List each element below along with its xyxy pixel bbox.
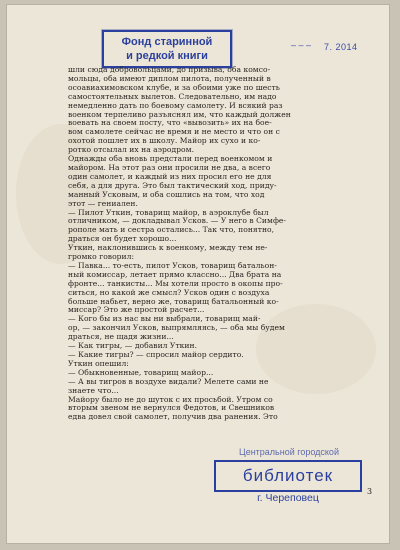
text-line: — Как тигры, — добавил Уткин. bbox=[68, 342, 198, 351]
text-line: — А вы тигров в воздухе видали? Мелете сами не bbox=[68, 377, 269, 386]
text-line: — Пилот Уткин, товарищ майор, в аэроклубе был bbox=[68, 208, 269, 217]
text-line: Майору было не до шуток с их просьбой. Утром со bbox=[68, 395, 273, 404]
text-line: фронте... танкисты... Мы хотели просто в окопы про- bbox=[68, 279, 283, 288]
text-line: — Кого бы из нас вы ни выбрали, товарищ май- bbox=[68, 315, 261, 324]
text-line: военком терпеливо разъяснял им, что каждый должен bbox=[68, 110, 291, 119]
text-line: едва довел свой самолет, получив два ранения. Это bbox=[68, 413, 278, 422]
body-text bbox=[68, 66, 364, 422]
text-line: отличником, — докладывал Усков. — У него в Симфе- bbox=[68, 217, 287, 226]
text-line: ный комиссар, летает прямо классно... Два брата на bbox=[68, 270, 282, 279]
text-line: шли сюда добровольцами, до призыва, оба комсо- bbox=[68, 66, 271, 74]
book-page bbox=[6, 4, 390, 544]
date-stamp-dashes: – – – bbox=[291, 40, 312, 50]
rare-book-fund-stamp bbox=[102, 30, 232, 68]
text-line: — Павка... то-есть, пилот Усков, товарищ батальон- bbox=[68, 261, 277, 270]
text-line: немедленно дать по боевому самолету. И всякий раз bbox=[68, 101, 283, 110]
stamp-line-1: Фонд старинной bbox=[121, 36, 213, 48]
text-line: Уткин опешил: bbox=[68, 359, 129, 368]
library-stamp bbox=[214, 442, 364, 522]
library-stamp-city: г. Череповец bbox=[257, 492, 319, 504]
text-line: вторым звеном не вернулся Федотов, и Свешников bbox=[68, 404, 275, 413]
text-line: мольцы, оба имеют диплом пилота, полученный в bbox=[68, 74, 271, 83]
text-line: этот — гениален. bbox=[68, 199, 138, 208]
text-line: рополе мать и сестра остались... Так что, понятно, bbox=[68, 226, 275, 235]
text-line: осоавиахимовском клубе, и за обоими уже по шесть bbox=[68, 83, 280, 92]
text-line: — Какие тигры? — спросил майор сердито. bbox=[68, 351, 244, 359]
library-stamp-top-text: Центральной городской bbox=[239, 447, 339, 457]
text-line: — Обыкновенные, товарищ майор... bbox=[68, 368, 214, 377]
text-line: Однажды оба вновь предстали перед военкомом и bbox=[68, 155, 273, 164]
library-stamp-box: библиотек bbox=[214, 460, 362, 492]
text-line: ротко отсылал их на аэродром. bbox=[68, 146, 195, 155]
stamp-line-2: и редкой книги bbox=[126, 50, 208, 62]
date-stamp: 7. 2014 bbox=[324, 42, 358, 52]
text-line: вом самолете сейчас не время и не место и что он с bbox=[68, 128, 280, 137]
text-line: самостоятельных вылетов. Следовательно, им надо bbox=[68, 92, 277, 101]
text-line: один самолет, и каждый из них просил его не для bbox=[68, 172, 272, 181]
text-line: Уткин, наклонившись к военкому, между тем не- bbox=[68, 244, 268, 253]
text-line: манный Усковым, и оба сошлись на том, что ход bbox=[68, 190, 265, 199]
text-line: больше набьет, верно же, товарищ батальонный ко- bbox=[68, 297, 279, 306]
text-line: драться, не щадя жизни... bbox=[68, 333, 174, 342]
page-number: 3 bbox=[367, 487, 373, 496]
text-line: драться он будет хорошо... bbox=[68, 235, 177, 244]
text-line: ор, — закончил Усков, выпрямляясь, — оба мы будем bbox=[68, 324, 285, 333]
text-line: охотой пошлет их в школу. Майор их сухо и ко- bbox=[68, 137, 261, 146]
text-line: воевать на своем посту, что «вывозить» их на бое- bbox=[68, 119, 272, 128]
text-line: громко говорил: bbox=[68, 253, 135, 262]
text-line: знаете что... bbox=[68, 386, 119, 395]
text-line: майором. На этот раз они просили не два, а всего bbox=[68, 163, 271, 172]
text-line: миссар? Это же простой расчет... bbox=[68, 306, 205, 315]
text-line: себя, а для друга. Это был тактический ход, приду- bbox=[68, 181, 277, 190]
text-line: ситься, но какой же смысл? Усков один с воздуха bbox=[68, 288, 270, 297]
